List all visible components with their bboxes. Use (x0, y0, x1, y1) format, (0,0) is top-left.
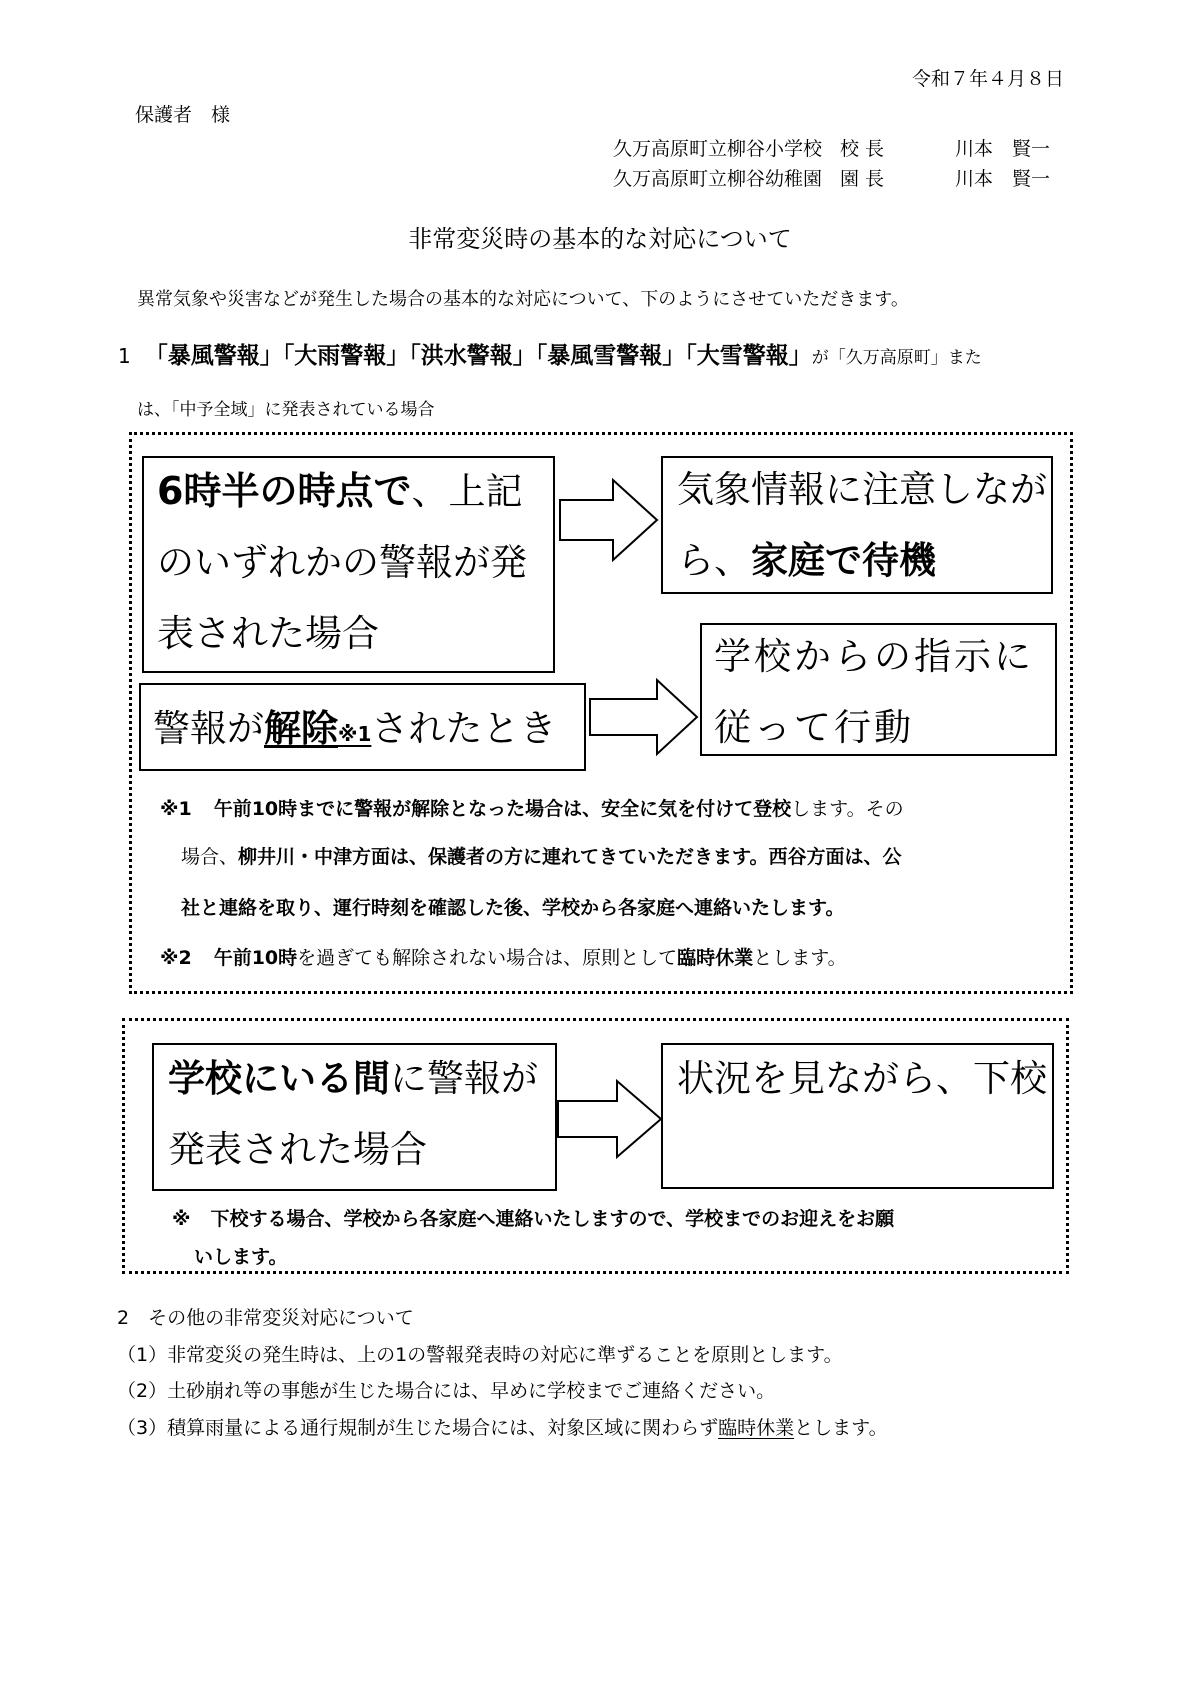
section1-heading-cont: は、「中予全域」に発表されている場合 (137, 400, 435, 420)
section2-item-2 (117, 1376, 775, 1403)
action-box-follow-school (700, 623, 1057, 756)
condition-text (157, 456, 542, 669)
item-underlined: 臨時休業 (718, 1417, 795, 1439)
condition-rest: 、上記のいずれかの警報が発表された場合 (157, 470, 527, 655)
item-text: 非常変災の発生時は、上の1の警報発表時の対応に準ずることを原則とします。 (167, 1344, 843, 1366)
sender-org: 久万高原町立柳谷小学校 (613, 138, 823, 160)
particle: が (811, 348, 829, 368)
item-number: （3） (117, 1417, 168, 1439)
arrow-right-icon (557, 1079, 667, 1159)
note-bold: 柳井川・中津方面は、保護者の方に連れてきていただきます。西谷方面は、公 (238, 846, 902, 868)
note-1-line3 (181, 893, 844, 920)
action-text (677, 454, 1047, 596)
section2-heading: 2 その他の非常変災対応について (117, 1307, 414, 1329)
intro-paragraph: 異常気象や災害などが発生した場合の基本的な対応について、下のようにさせていただきます。 (137, 289, 909, 310)
condition-box-at-school (152, 1043, 557, 1191)
warning-list: 「暴風警報」「大雨警報」「洪水警報」「暴風雪警報」「大雪警報」 (144, 343, 812, 369)
action2-text: 学校からの指示に従って行動 (714, 635, 1034, 749)
note-plain: します。その (791, 798, 904, 820)
condition2-lifted: 解除 (264, 707, 338, 750)
sender-school (613, 134, 1050, 161)
document-title: 非常変災時の基本的な対応について (408, 225, 792, 253)
sender-role: 園 長 (840, 168, 885, 190)
note-bold: 午前10時までに警報が解除となった場合は、安全に気を付けて登校 (213, 798, 792, 820)
note-mark: ※1 (160, 798, 192, 820)
note-3-line2 (194, 1242, 287, 1269)
item-text: 積算雨量による通行規制が生じた場合には、対象区域に関わらず (167, 1417, 719, 1439)
note-1-line1 (160, 794, 904, 821)
arrow-right-icon (589, 678, 701, 756)
note-plain: を過ぎても解除されない場合は、原則として (297, 947, 678, 969)
condition2-pre: 警報が (153, 707, 264, 750)
action-bold: 家庭で待機 (751, 539, 936, 582)
condition3-text (168, 1043, 548, 1185)
section2-item-1 (117, 1340, 843, 1367)
sender-role: 校 長 (840, 138, 885, 160)
note-bold: いします。 (194, 1246, 288, 1268)
note-mark: ※ (172, 1208, 191, 1230)
note-1-line2 (181, 842, 902, 869)
note-bold: 午前10時 (213, 947, 298, 969)
item-text: 土砂崩れ等の事態が生じた場合には、早めに学校までご連絡ください。 (167, 1380, 776, 1402)
section1-heading (118, 337, 982, 370)
condition-bold: 6時半の時点で (157, 469, 412, 513)
note-bold-closure: 臨時休業 (677, 947, 754, 969)
section2-item-3 (117, 1413, 888, 1440)
addressee: 保護者 様 (135, 104, 231, 126)
footnote-ref: ※1 (338, 722, 372, 746)
action3-text: 状況を見ながら、下校 (677, 1057, 1047, 1100)
action-box-wait-home (661, 456, 1053, 594)
note-plain: 場合、 (181, 846, 239, 868)
condition-box-6am (142, 456, 555, 673)
note-bold: 下校する場合、学校から各家庭へ連絡いたしますので、学校までのお迎えをお願 (210, 1208, 895, 1230)
arrow-right-icon (559, 478, 661, 562)
condition3-bold: 学校にいる間 (168, 1057, 390, 1100)
item-number: （2） (117, 1380, 168, 1402)
sender-kindergarten (613, 164, 1050, 191)
note-mark: ※2 (160, 947, 192, 969)
item-text-end: とします。 (794, 1417, 888, 1439)
note-bold: 社と連絡を取り、運行時刻を確認した後、学校から各家庭へ連絡いたします。 (181, 897, 845, 919)
action-plain: 気象情報に注意しながら、 (677, 468, 1047, 582)
condition2-post: されたとき (371, 707, 557, 750)
condition-box-lifted (139, 683, 586, 771)
note-2 (160, 943, 847, 970)
condition3-rest: に警報が発表された場合 (168, 1057, 538, 1171)
area-kumakogen: 「久万高原町」また (828, 348, 982, 368)
sender-name: 川本 賢一 (955, 168, 1051, 190)
sender-name: 川本 賢一 (955, 138, 1051, 160)
document-date: 令和７年４月８日 (911, 68, 1064, 90)
item-number: （1） (117, 1344, 168, 1366)
action-box-leave-school (661, 1043, 1054, 1189)
section-number: 1 (118, 344, 131, 368)
note-plain: とします。 (753, 947, 847, 969)
condition2-text (153, 693, 583, 770)
sender-org: 久万高原町立柳谷幼稚園 (613, 168, 823, 190)
note-3-line1 (172, 1204, 894, 1231)
